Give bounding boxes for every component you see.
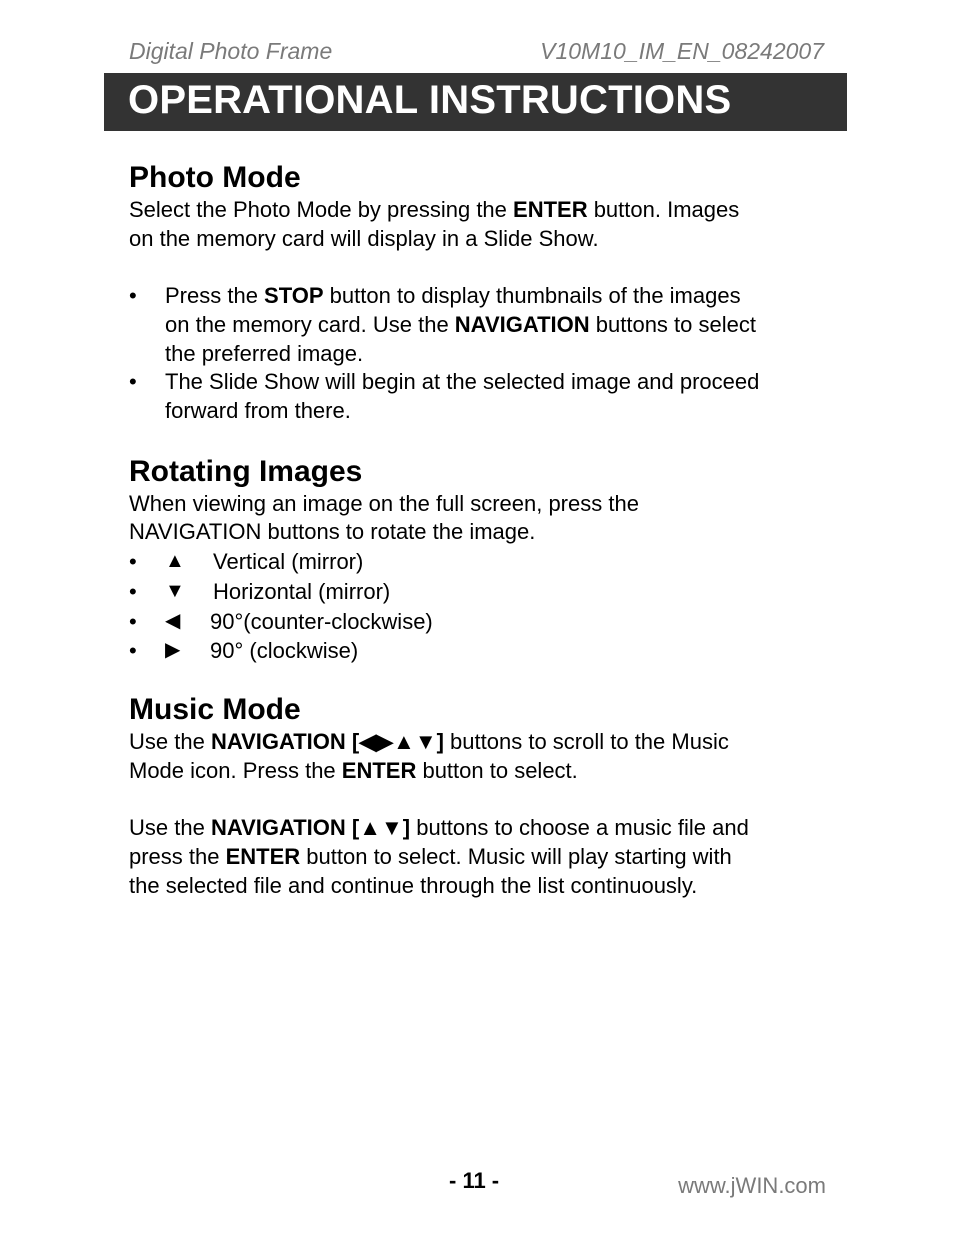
list-item: • The Slide Show will begin at the selected image and proceed forward from there. xyxy=(129,369,760,423)
header-doc-code: V10M10_IM_EN_08242007 xyxy=(540,38,824,64)
bullet-icon: • xyxy=(129,638,137,664)
bullet-icon: • xyxy=(129,578,137,604)
rotating-images-intro: When viewing an image on the full screen, press the NAVIGATION buttons to rotate the image. xyxy=(129,490,639,545)
list-item: • ◀ 90°(counter-clockwise) xyxy=(129,607,829,637)
photo-mode-heading: Photo Mode xyxy=(129,161,301,194)
arrow-left-icon: ◀ xyxy=(165,609,181,632)
page-number: - 11 - xyxy=(449,1168,500,1193)
banner-title: OPERATIONAL INSTRUCTIONS xyxy=(128,78,732,122)
section-banner xyxy=(104,73,847,131)
photo-mode-intro: Select the Photo Mode by pressing the ENTER button. Images on the memory card will display in a Slide Show. xyxy=(129,197,740,251)
arrow-right-icon: ▶ xyxy=(165,639,181,662)
page-content xyxy=(129,160,829,900)
arrow-down-icon: ▼ xyxy=(165,579,185,602)
list-item: • Press the STOP button to display thumbnails of the images on the memory card. Use the NAVIGATION buttons to select the preferred image. xyxy=(129,283,756,366)
bullet-icon: • xyxy=(129,549,137,575)
list-item: • ▲ Vertical (mirror) xyxy=(129,547,829,577)
music-mode-para2: Use the NAVIGATION [▲▼] buttons to choose a music file and press the ENTER button to select. Music will play starting with the selected file and continue through the list continuously. xyxy=(129,815,749,898)
footer-website: www.jWIN.com xyxy=(678,1173,826,1198)
music-mode-para1: Use the NAVIGATION [◀▶▲▼] buttons to scroll to the Music Mode icon. Press the ENTER button to select. xyxy=(129,729,729,783)
list-item: • ▼ Horizontal (mirror) xyxy=(129,577,829,607)
music-mode-heading: Music Mode xyxy=(129,693,301,727)
bullet-icon: • xyxy=(129,283,137,309)
arrow-up-icon: ▲ xyxy=(165,550,185,573)
photo-mode-bullets xyxy=(129,282,829,426)
bullet-icon: • xyxy=(129,608,137,634)
rotation-list xyxy=(129,547,829,666)
bullet-icon: • xyxy=(129,369,137,395)
header-doc-title: Digital Photo Frame xyxy=(129,38,333,64)
rotating-images-heading: Rotating Images xyxy=(129,454,363,488)
list-item: • ▶ 90° (clockwise) xyxy=(129,636,829,666)
